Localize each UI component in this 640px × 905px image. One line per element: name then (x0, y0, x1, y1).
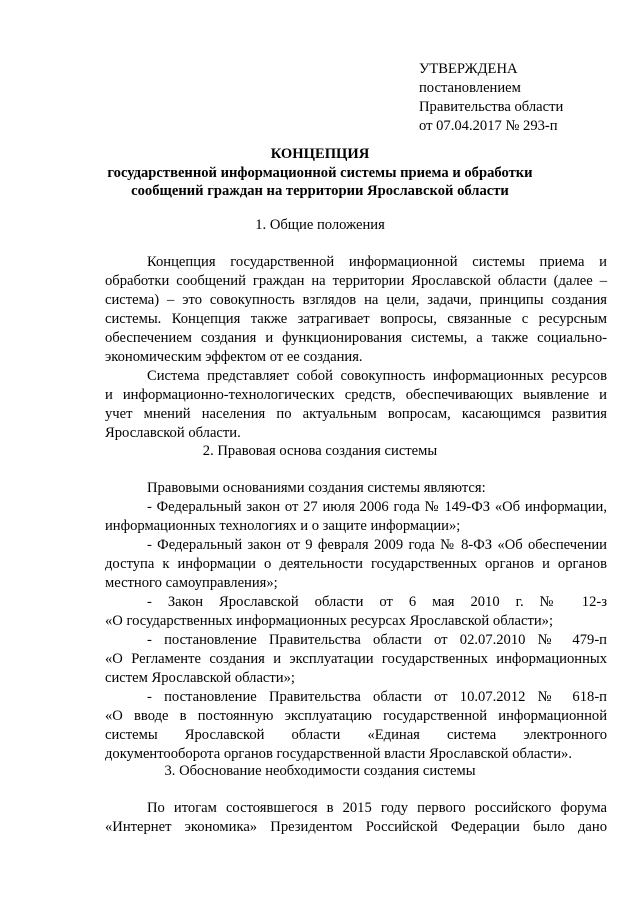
text-line: обработки сообщений граждан на территории Ярославской области (далее – (105, 273, 607, 289)
title-main: КОНЦЕПЦИЯ (270, 146, 370, 162)
title-subtitle-line: сообщений граждан на территории Ярославской области (131, 183, 509, 199)
text-line: систем Ярославской области»; (105, 670, 295, 686)
text-line: учет мнений населения по актуальным вопросам, касающимся развития (105, 406, 607, 422)
text-line: - Федеральный закон от 9 февраля 2009 года № 8-ФЗ «Об обеспечении (147, 537, 607, 553)
approval-line: УТВЕРЖДЕНА (419, 61, 518, 77)
section-body (105, 253, 607, 443)
text-line: система) – это совокупность взглядов на цели, задачи, принципы создания (105, 292, 607, 308)
document-title (100, 145, 540, 200)
approval-line: постановлением (419, 80, 521, 96)
text-line: - Закон Ярославской области от 6 мая 2010 г. № 12-з (147, 594, 607, 610)
text-line: информационных технологиях и о защите информации»; (105, 518, 461, 534)
text-line: Ярославской области. (105, 425, 241, 441)
text-line: системы. Концепция также затрагивает вопросы, связанные с ресурсным (105, 311, 607, 327)
title-subtitle-line: государственной информационной системы приема и обработки (107, 165, 533, 181)
text-line: - Федеральный закон от 27 июля 2006 года № 149-ФЗ «Об информации, (147, 499, 607, 515)
section-body (105, 799, 607, 837)
approval-line: от 07.04.2017 № 293-п (419, 118, 558, 134)
approval-stamp (419, 60, 563, 136)
section-body (105, 479, 607, 764)
text-line: системы Ярославской области «Единая система электронного (105, 727, 607, 743)
text-line: местного самоуправления»; (105, 575, 278, 591)
text-line: Система представляет собой совокупность информационных ресурсов (147, 368, 607, 384)
text-line: - постановление Правительства области от 10.07.2012 № 618-п (147, 689, 607, 705)
approval-line: Правительства области (419, 99, 564, 115)
text-line: «О вводе в постоянную эксплуатацию государственной информационной (105, 708, 607, 724)
text-line: «Интернет экономика» Президентом Российской Федерации было дано (105, 819, 607, 835)
text-line: документооборота органов государственной власти Ярославской области». (105, 746, 572, 762)
text-line: По итогам состоявшегося в 2015 году первого российского форума (147, 800, 607, 816)
text-line: экономическим эффектом от ее создания. (105, 349, 363, 365)
section-heading: 1. Общие положения (255, 217, 385, 233)
text-line: - постановление Правительства области от 02.07.2010 № 479-п (147, 632, 607, 648)
text-line: «О Регламенте создания и эксплуатации государственных информационных (105, 651, 607, 667)
section-heading: 3. Обоснование необходимости создания системы (164, 763, 476, 779)
text-line: и информационно-технологических средств, обеспечивающих выявление и (105, 387, 607, 403)
text-line: Правовыми основаниями создания системы являются: (147, 480, 486, 496)
text-line: обеспечением создания и функционирования системы, а также социально- (105, 330, 607, 346)
text-line: «О государственных информационных ресурсах Ярославской области»; (105, 613, 554, 629)
section-heading: 2. Правовая основа создания системы (202, 443, 438, 459)
text-line: доступа к информации о деятельности государственных органов и органов (105, 556, 607, 572)
text-line: Концепция государственной информационной системы приема и (147, 254, 607, 270)
